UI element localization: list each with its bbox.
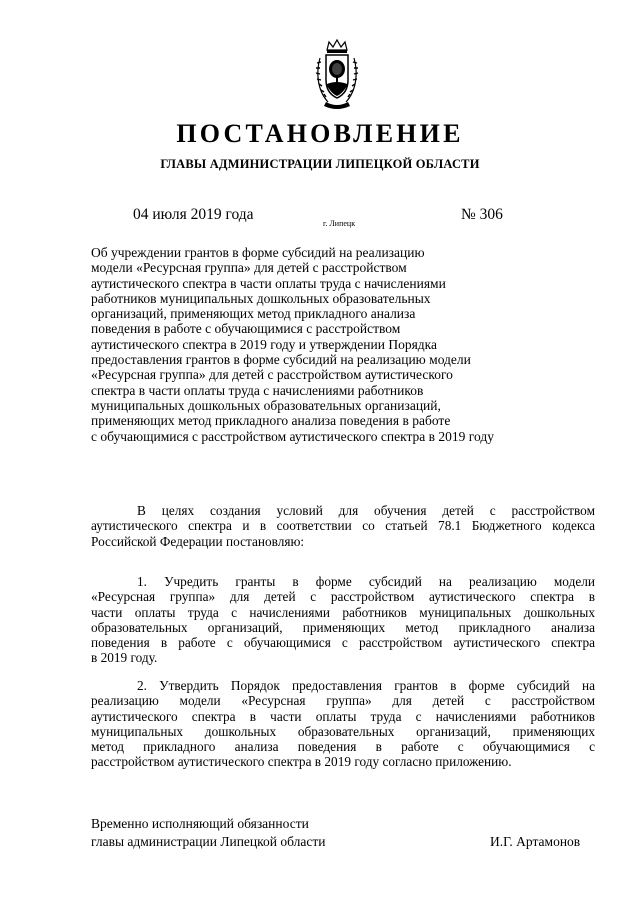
topic-line: организаций, применяющих метод прикладного анализа	[91, 306, 416, 322]
paragraph-line: расстройством аутистического спектра в 2019 году согласно приложению.	[91, 754, 512, 770]
document-title: ПОСТАНОВЛЕНИЕ	[176, 119, 464, 148]
topic-line: модели «Ресурсная группа» для детей с расстройством	[91, 260, 407, 276]
paragraph-line: части оплаты труда с начислениями работников муниципальных дошкольных	[91, 604, 595, 620]
topic-line: применяющих метод прикладного анализа поведения в работе	[91, 413, 451, 429]
document-issuer: ГЛАВЫ АДМИНИСТРАЦИИ ЛИПЕЦКОЙ ОБЛАСТИ	[160, 157, 480, 171]
paragraph-line: образовательных организаций, применяющих метод прикладного анализа	[91, 619, 595, 635]
topic-line: аутистического спектра в 2019 году и утверждении Порядка	[91, 336, 438, 352]
signatory-position-line: главы администрации Липецкой области	[91, 834, 326, 849]
paragraph-line: аутистического спектра в части оплаты труда с начислениями работников	[91, 708, 595, 724]
coat-of-arms-icon	[312, 38, 362, 110]
document-number: № 306	[461, 206, 503, 223]
topic-line: с обучающимися с расстройством аутистического спектра в 2019 году	[91, 428, 494, 444]
intro-paragraph	[91, 503, 595, 549]
clause-2	[91, 678, 595, 770]
paragraph-line: «Ресурсная группа» для детей с расстройством аутистического спектра в	[91, 589, 595, 605]
topic-line: работников муниципальных дошкольных образовательных	[91, 290, 431, 306]
paragraph-line: Российской Федерации постановляю:	[91, 533, 305, 549]
topic-line: предоставления грантов в форме субсидий на реализацию модели	[91, 352, 471, 368]
topic-line: спектра в части оплаты труда с начислениями работников	[91, 382, 424, 398]
paragraph-line: В целях создания условий для обучения детей с расстройством	[137, 503, 595, 518]
paragraph-line: метод прикладного анализа поведения в работе с обучающимися с	[91, 739, 595, 755]
clause-1	[91, 574, 595, 666]
document-topic	[91, 245, 611, 444]
paragraph-line: аутистического спектра и в соответствии со статьей 78.1 Бюджетного кодекса	[91, 518, 595, 534]
topic-line: «Ресурсная группа» для детей с расстройством аутистического	[91, 367, 453, 383]
document-city: г. Липецк	[323, 219, 356, 228]
paragraph-line: муниципальных дошкольных образовательных организаций, применяющих	[91, 723, 595, 739]
paragraph-line: 1. Учредить гранты в форме субсидий на реализацию модели	[137, 574, 595, 589]
paragraph-line: в 2019 году.	[91, 650, 158, 666]
topic-line: аутистического спектра в части оплаты труда с начислениями	[91, 275, 446, 291]
topic-line: поведения в работе с обучающимися с расстройством	[91, 321, 401, 337]
paragraph-line: реализацию модели «Ресурсная группа» для детей с расстройством	[91, 693, 595, 709]
paragraph-line: 2. Утвердить Порядок предоставления грантов в форме субсидий на	[137, 678, 595, 693]
signatory-name: И.Г. Артамонов	[490, 834, 581, 849]
signatory-position-line: Временно исполняющий обязанности	[91, 816, 309, 831]
signatory-position	[91, 815, 326, 851]
document-date: 04 июля 2019 года	[133, 206, 254, 223]
topic-line: муниципальных дошкольных образовательных организаций,	[91, 397, 441, 413]
topic-line: Об учреждении грантов в форме субсидий на реализацию	[91, 245, 425, 260]
paragraph-line: поведения в работе с обучающимися с расстройством аутистического спектра	[91, 635, 595, 651]
